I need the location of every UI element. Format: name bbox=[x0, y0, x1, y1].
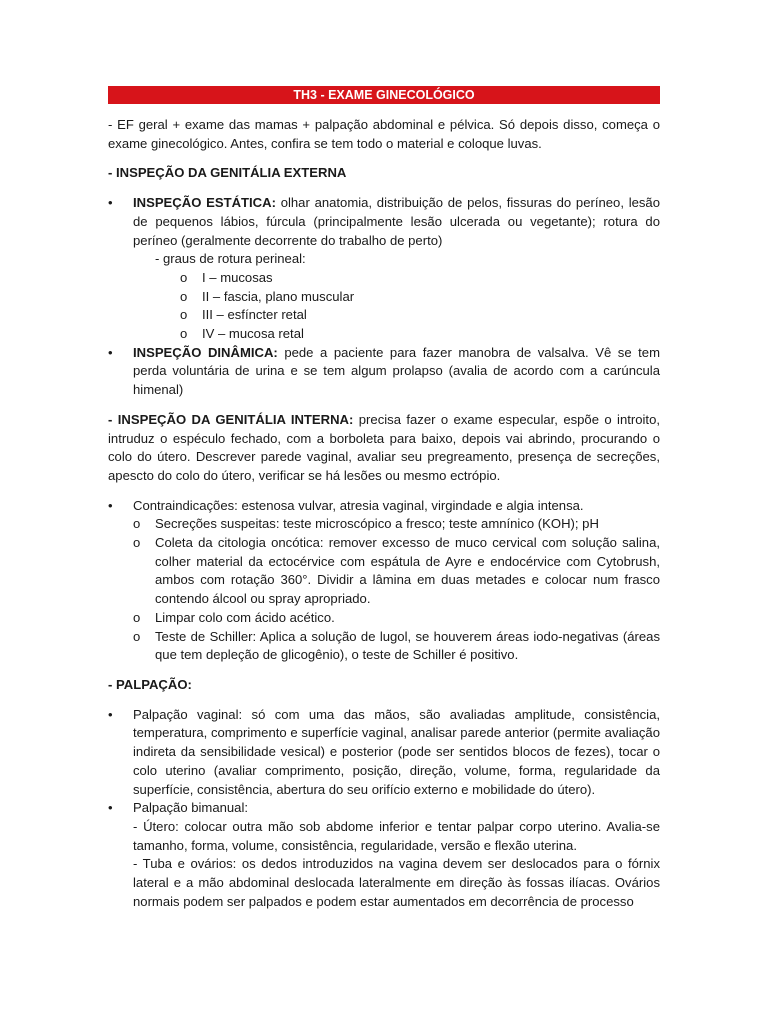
sub-bullet-icon: o bbox=[180, 288, 188, 304]
internal-text: precisa fazer o exame especular, espõe o introito, intruduz o espéculo fechado, com a borboleta para baixo, depois vai abrindo, procurando o colo do útero. Descrever parede vaginal, avaliar seu pregreamento, presença de secreções, apescto do colo do útero, verificar se há lesões ou mesmo ectrópio. bbox=[108, 411, 660, 483]
bimanual-uterus: - Útero: colocar outra mão sob abdome inferior e tentar palpar corpo uterino. Avalia-se tamanho, forma, volume, consistência, regularidade, versão e flexão uterina. bbox=[133, 818, 660, 853]
sub-bullet-icon: o bbox=[180, 326, 188, 342]
grade-text: III – esfíncter retal bbox=[202, 307, 307, 323]
bullet-static-inspection bbox=[108, 194, 660, 250]
static-text: olhar anatomia, distribuição de pelos, fissuras do períneo, lesão de pequenos lábios, fúrcula (principalmente lesão ulcerada ou vegetante); rotura do períneo (geralmente decorrente do trabalho de perto) bbox=[133, 195, 661, 248]
vaginal-text: Palpação vaginal: só com uma das mãos, são avaliadas amplitude, consistência, temperatura, comprimento e superfície vaginal, analisar parede anterior (permite avaliação indireta da sensibilidade vesical) e posterior (pode ser sentidos blocos de fezes), tocar o colo uterino (avaliar comprimento, posição, direção, volume, forma, regularidade da superfície, consistência, abertura do seu orifício externo e mobilidade do útero). bbox=[133, 706, 660, 797]
grade-text: II – fascia, plano muscular bbox=[202, 288, 355, 304]
sub-bullet-icon: o bbox=[180, 269, 188, 285]
sub-bullet-icon: o bbox=[133, 628, 141, 644]
bullet-icon: • bbox=[108, 800, 113, 816]
sub-item-text: Limpar colo com ácido acético. bbox=[155, 609, 335, 625]
bimanual-tubes-ovaries: - Tuba e ovários: os dedos introduzidos na vagina devem ser deslocados para o fórnix lateral e a mão abdominal deslocada lateralmente em direção às fossas ilíacas. Ovários normais podem ser palpados e podem estar aumentados em decorrência de processo bbox=[133, 856, 660, 909]
grade-item bbox=[108, 306, 660, 325]
grade-text: IV – mucosa retal bbox=[202, 326, 304, 342]
document-body bbox=[108, 116, 660, 911]
sub-item-schiller bbox=[108, 628, 660, 665]
contra-text: Contraindicações: estenosa vulvar, atresia vaginal, virgindade e algia intensa. bbox=[133, 497, 584, 513]
grades-label: - graus de rotura perineal: bbox=[155, 251, 306, 267]
sub-item-cytology bbox=[108, 534, 660, 609]
bullet-dynamic-inspection bbox=[108, 344, 660, 400]
grade-item bbox=[108, 325, 660, 344]
bullet-bimanual-palpation bbox=[108, 799, 660, 818]
intro-paragraph: - EF geral + exame das mamas + palpação abdominal e pélvica. Só depois disso, começa o exame ginecológico. Antes, confira se tem todo o material e coloque luvas. bbox=[108, 117, 660, 151]
document-title: TH3 - EXAME GINECOLÓGICO bbox=[108, 86, 660, 104]
dynamic-text: pede a paciente para fazer manobra de valsalva. Vê se tem perda voluntária de urina e se tem algum prolapso (avalia de acordo com a carúncula himenal) bbox=[133, 344, 660, 398]
bullet-contraindications bbox=[108, 497, 660, 516]
section-heading-external: - INSPEÇÃO DA GENITÁLIA EXTERNA bbox=[108, 165, 347, 181]
sub-item-acetic bbox=[108, 609, 660, 628]
internal-label: - INSPEÇÃO DA GENITÁLIA INTERNA: bbox=[108, 411, 354, 427]
section-heading-palpation: - PALPAÇÃO: bbox=[108, 676, 192, 692]
grade-item bbox=[108, 269, 660, 288]
bullet-icon: • bbox=[108, 706, 113, 722]
bullet-vaginal-palpation bbox=[108, 706, 660, 800]
bullet-icon: • bbox=[108, 497, 113, 513]
grade-item bbox=[108, 288, 660, 307]
sub-bullet-icon: o bbox=[133, 535, 141, 551]
sub-bullet-icon: o bbox=[133, 609, 141, 625]
dynamic-label: INSPEÇÃO DINÂMICA: bbox=[133, 344, 278, 360]
sub-bullet-icon: o bbox=[180, 307, 188, 323]
sub-item-text: Secreções suspeitas: teste microscópico a fresco; teste amnínico (KOH); pH bbox=[155, 516, 599, 532]
static-label: INSPEÇÃO ESTÁTICA: bbox=[133, 195, 276, 211]
bullet-icon: • bbox=[108, 344, 113, 360]
sub-bullet-icon: o bbox=[133, 516, 141, 532]
bimanual-label: Palpação bimanual: bbox=[133, 800, 249, 816]
internal-inspection-paragraph bbox=[108, 411, 660, 486]
grade-text: I – mucosas bbox=[202, 269, 273, 285]
sub-item-text: Teste de Schiller: Aplica a solução de lugol, se houverem áreas iodo-negativas (áreas que tem depleção de glicogênio), o teste de Schiller é positivo. bbox=[155, 628, 660, 663]
bullet-icon: • bbox=[108, 195, 113, 211]
sub-item-secretions bbox=[108, 515, 660, 534]
sub-item-text: Coleta da citologia oncótica: remover excesso de muco cervical com solução salina, colher material da ectocérvice com espátula de Ayre e endocérvice com Cytobrush, ambos com rotação 360°. Dividir a lâmina em duas metades e colocar num frasco contendo álcool ou spray apropriado. bbox=[155, 535, 660, 607]
